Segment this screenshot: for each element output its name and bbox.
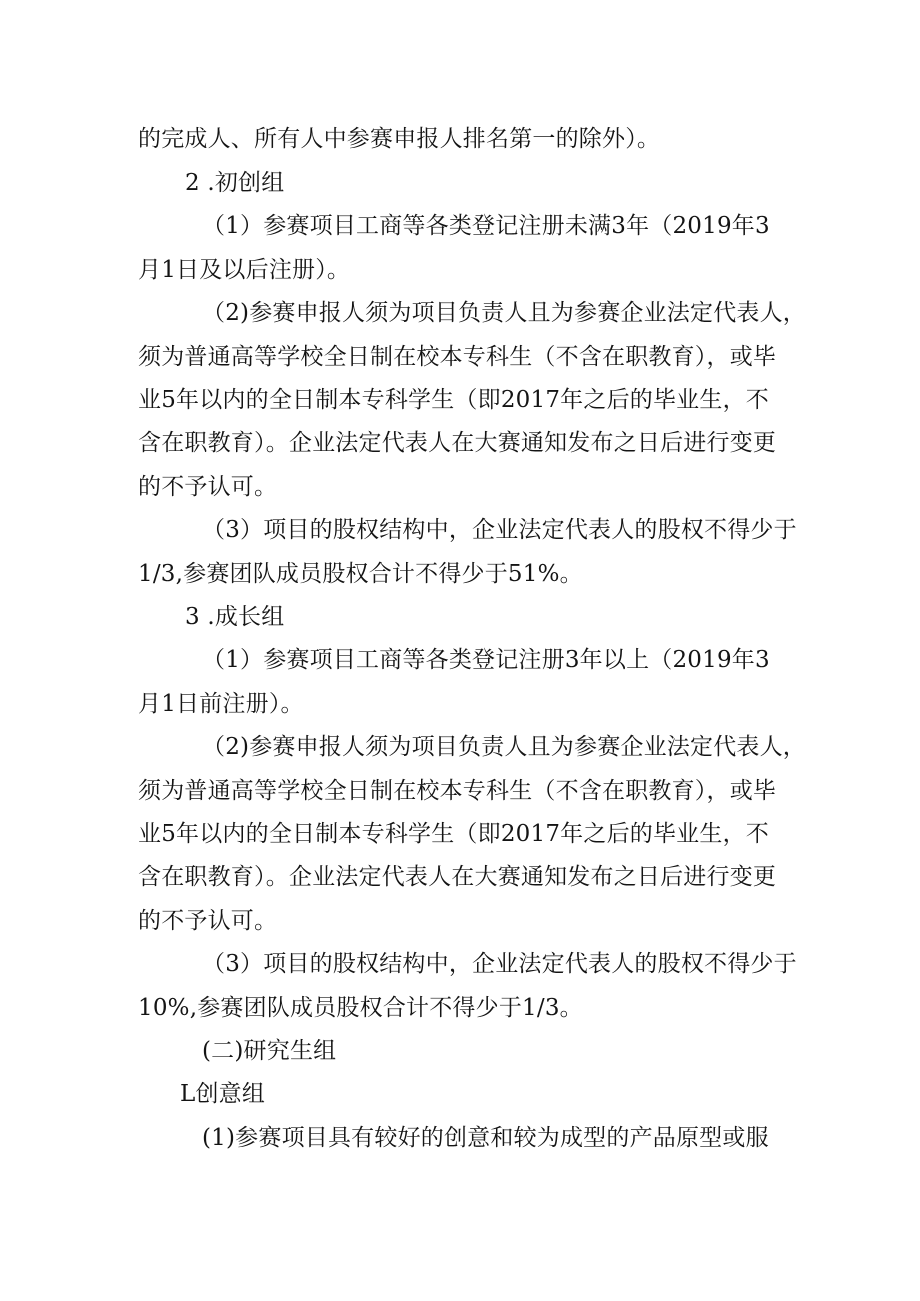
- paragraph-line: 业5年以内的全日制本专科学生（即2017年之后的毕业生，不: [138, 387, 769, 413]
- section-heading: 3 .成长组: [185, 604, 285, 630]
- paragraph-line: 的完成人、所有人中参赛申报人排名第一的除外）。: [138, 126, 661, 152]
- paragraph-line: （2)参赛申报人须为项目负责人且为参赛企业法定代表人，: [202, 300, 807, 326]
- paragraph-line: (1)参赛项目具有较好的创意和较为成型的产品原型或服: [202, 1125, 769, 1151]
- paragraph-line: 的不予认可。: [138, 474, 278, 500]
- paragraph-line: 须为普通高等学校全日制在校本专科生（不含在职教育），或毕: [138, 344, 777, 370]
- paragraph-line: （1）参赛项目工商等各类登记注册3年以上（2019年3: [202, 647, 770, 673]
- paragraph-line: （1）参赛项目工商等各类登记注册未满3年（2019年3: [202, 213, 770, 239]
- paragraph-line: （2)参赛申报人须为项目负责人且为参赛企业法定代表人，: [202, 734, 807, 760]
- paragraph-line: 的不予认可。: [138, 908, 278, 934]
- paragraph-line: 须为普通高等学校全日制在校本专科生（不含在职教育），或毕: [138, 778, 777, 804]
- section-heading: (二)研究生组: [202, 1038, 337, 1064]
- section-heading: L创意组: [180, 1081, 266, 1107]
- paragraph-line: 月1日前注册）。: [138, 691, 304, 717]
- paragraph-line: 10%,参赛团队成员股权合计不得少于1/3。: [138, 995, 583, 1021]
- section-heading: 2 .初创组: [185, 170, 285, 196]
- paragraph-line: （3）项目的股权结构中，企业法定代表人的股权不得少于: [202, 951, 797, 977]
- paragraph-line: 1/3,参赛团队成员股权合计不得少于51%。: [138, 561, 583, 587]
- paragraph-line: 月1日及以后注册）。: [138, 257, 351, 283]
- paragraph-line: 含在职教育）。企业法定代表人在大赛通知发布之日后进行变更: [138, 430, 777, 456]
- paragraph-line: （3）项目的股权结构中，企业法定代表人的股权不得少于: [202, 517, 797, 543]
- paragraph-line: 含在职教育）。企业法定代表人在大赛通知发布之日后进行变更: [138, 864, 777, 890]
- paragraph-line: 业5年以内的全日制本专科学生（即2017年之后的毕业生，不: [138, 821, 769, 847]
